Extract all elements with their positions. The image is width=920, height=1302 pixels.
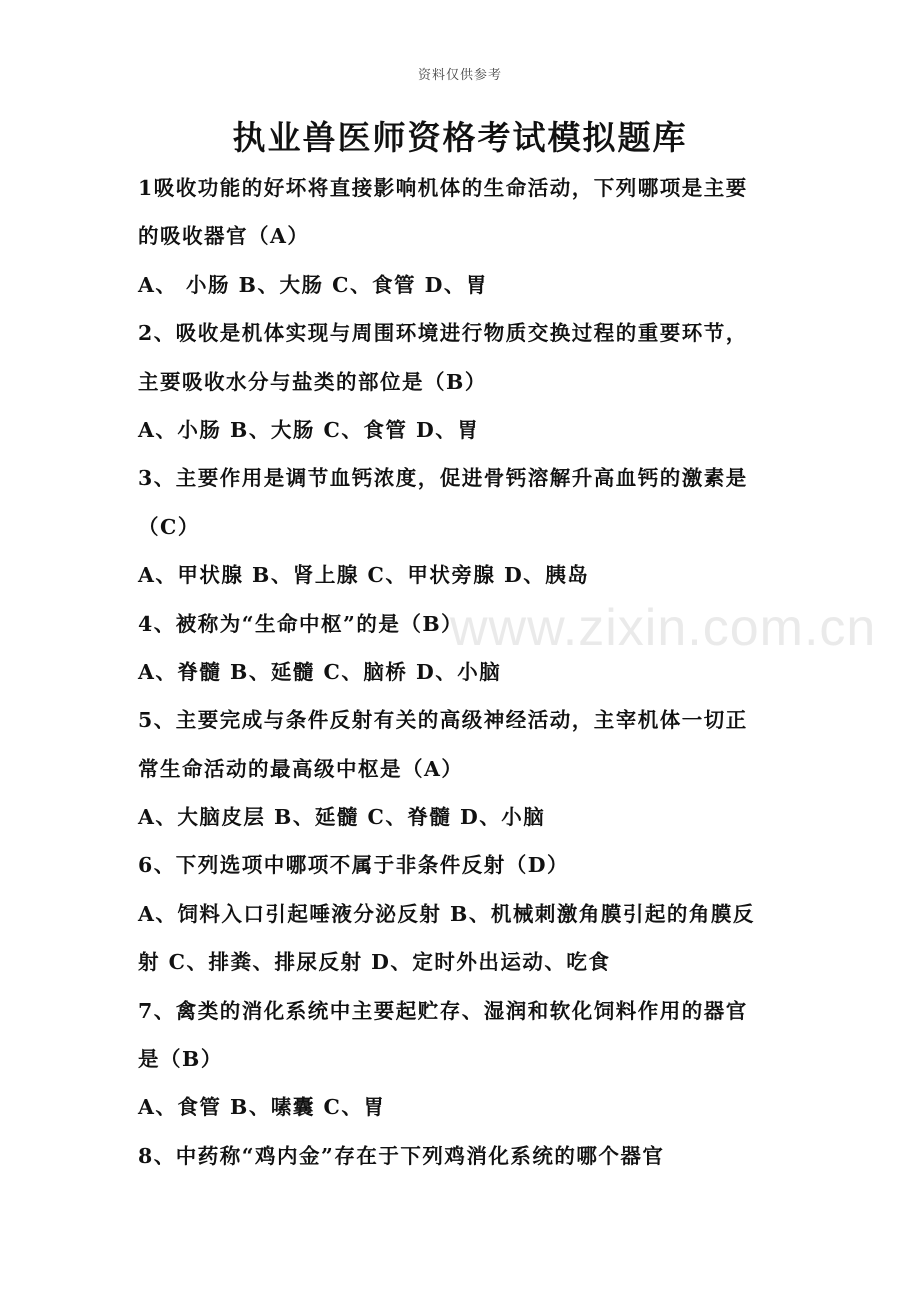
text-line: 是（B） [138,1047,223,1072]
text-line: （C） [138,514,200,539]
options-line: A、脊髓 B、延髓 C、脑桥 D、小脑 [138,659,502,684]
question-list [138,164,788,1180]
text-line: 7、禽类的消化系统中主要起贮存、湿润和软化饲料作用的器官 [138,998,748,1023]
text-line: 主要吸收水分与盐类的部位是（B） [138,369,487,394]
header-note: 资料仅供参考 [417,68,502,83]
text-line: 1吸收功能的好坏将直接影响机体的生命活动，下列哪项是主要 [138,176,748,200]
text-line: 的吸收器官（A） [138,224,310,249]
text-line: 4、被称为“生命中枢”的是（B） [138,611,464,636]
options-line: 射 C、排粪、排尿反射 D、定时外出运动、吃食 [138,950,611,975]
options-line: A、甲状腺 B、肾上腺 C、甲状旁腺 D、胰岛 [138,563,590,588]
options-line: A、食管 B、嗉囊 C、胃 [138,1095,386,1120]
page-title: 执业兽医师资格考试模拟题库 [232,118,688,157]
text-line: 3、主要作用是调节血钙浓度，促进骨钙溶解升高血钙的激素是 [138,466,748,491]
text-line: 6、下列选项中哪项不属于非条件反射（D） [138,853,570,878]
options-line: A、 小肠 B、大肠 C、食管 D、胃 [138,272,488,297]
text-line: 5、主要完成与条件反射有关的高级神经活动，主宰机体一切正 [138,708,748,733]
options-line: A、饲料入口引起唾液分泌反射 B、机械刺激角膜引起的角膜反 [138,901,755,926]
watermark: www.zixin.com.cn [450,599,877,657]
text-line: 2、吸收是机体实现与周围环境进行物质交换过程的重要环节， [138,321,748,346]
options-line: A、小肠 B、大肠 C、食管 D、胃 [138,417,480,442]
options-line: A、大脑皮层 B、延髓 C、脊髓 D、小脑 [138,805,546,830]
text-line: 8、中药称“鸡内金”存在于下列鸡消化系统的哪个器官 [138,1143,665,1168]
text-line: 常生命活动的最高级中枢是（A） [138,756,464,781]
